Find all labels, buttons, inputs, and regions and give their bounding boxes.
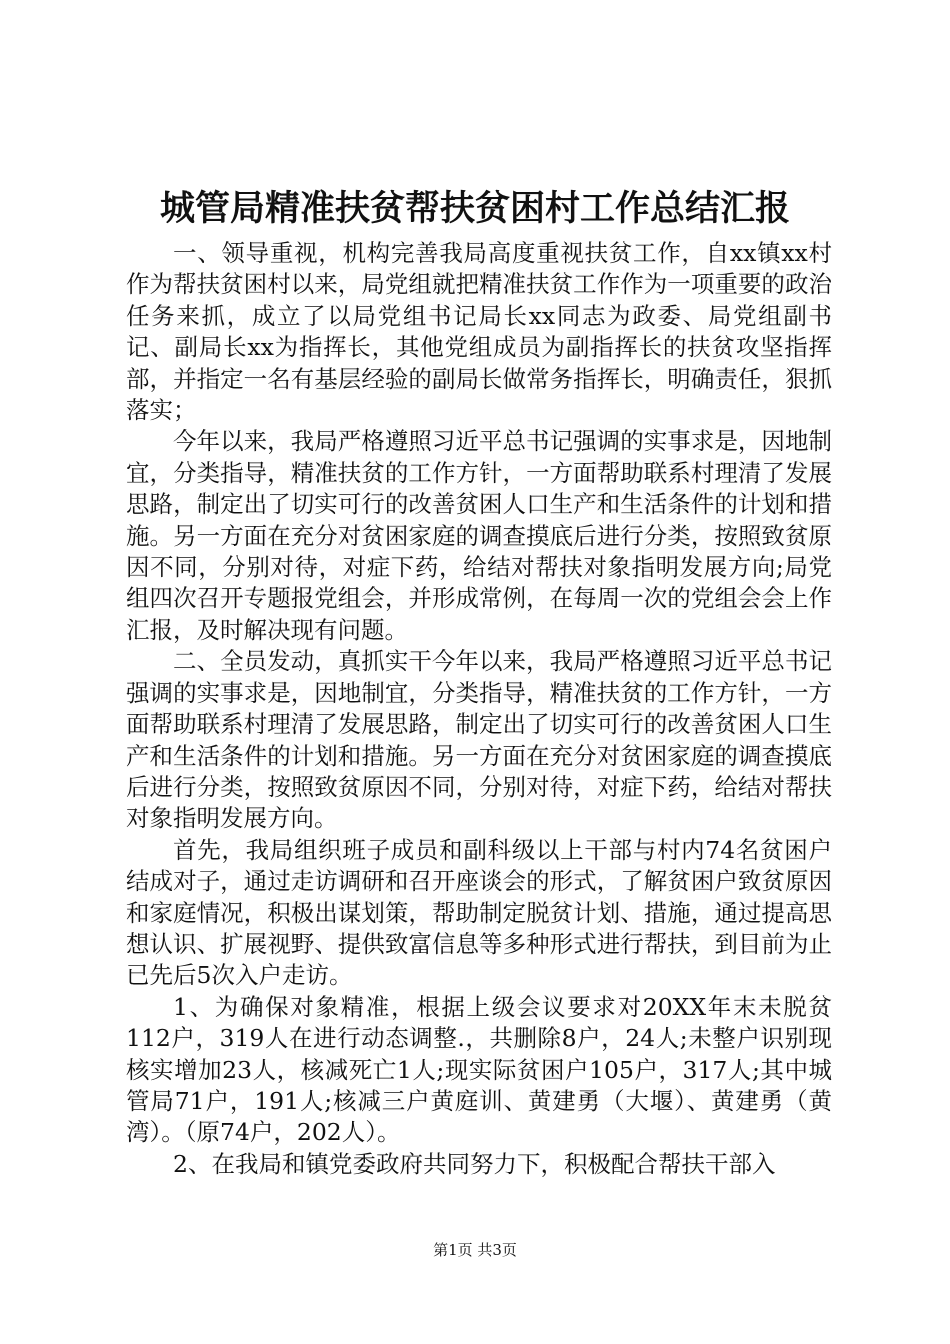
paragraph-this-year: 今年以来，我局严格遵照习近平总书记强调的实事求是，因地制宜，分类指导，精准扶贫的工作方针，一方面帮助联系村理清了发展思路，制定出了切实可行的改善贫困人口生产和生活条件的计划和措施。另一方面在充分对贫困家庭的调查摸底后进行分类，按照致贫原因不同，分别对待，对症下药，给结对帮扶对象指明发展方向;局党组四次召开专题报党组会，并形成常例，在每周一次的党组会会上作汇报，及时解决现有问题。 [126, 427, 832, 644]
document-title: 城管局精准扶贫帮扶贫困村工作总结汇报 [159, 188, 790, 229]
paragraph-leadership: 一、领导重视，机构完善我局高度重视扶贫工作，自xx镇xx村作为帮扶贫困村以来，局党组就把精准扶贫工作作为一项重要的政治任务来抓，成立了以局党组书记局长xx同志为政委、局党组副书记、副局长xx为指挥长，其他党组成员为副指挥长的扶贫攻坚指挥部，并指定一名有基层经验的副局长做常务指挥长，明确责任，狠抓落实； [126, 239, 832, 425]
paragraph-first: 首先，我局组织班子成员和副科级以上干部与村内74名贫困户结成对子，通过走访调研和召开座谈会的形式，了解贫困户致贫原因和家庭情况，积极出谋划策，帮助制定脱贫计划、措施，通过提高思想认识、扩展视野、提供致富信息等多种形式进行帮扶，到目前为止已先后5次入户走访。 [126, 835, 832, 990]
paragraph-mobilization: 二、全员发动，真抓实干今年以来，我局严格遵照习近平总书记强调的实事求是，因地制宜，分类指导，精准扶贫的工作方针，一方面帮助联系村理清了发展思路，制定出了切实可行的改善贫困人口生产和生活条件的计划和措施。另一方面在充分对贫困家庭的调查摸底后进行分类，按照致贫原因不同，分别对待，对症下药，给结对帮扶对象指明发展方向。 [126, 647, 832, 833]
paragraph-item-2: 2、在我局和镇党委政府共同努力下，积极配合帮扶干部入 [173, 1149, 776, 1178]
page-footer: 第1页 共3页 [433, 1241, 517, 1259]
paragraph-item-1: 1、为确保对象精准，根据上级会议要求对20XX年末未脱贫112户，319人在进行动态调整.，共删除8户，24人;未整户识别现核实增加23人，核减死亡1人;现实际贫困户105户，317人;其中城管局71户，191人;核减三户黄庭训、黄建勇（大堰）、黄建勇（黄湾）。（原74户，202人）。 [126, 992, 832, 1147]
document-body [126, 238, 832, 1180]
